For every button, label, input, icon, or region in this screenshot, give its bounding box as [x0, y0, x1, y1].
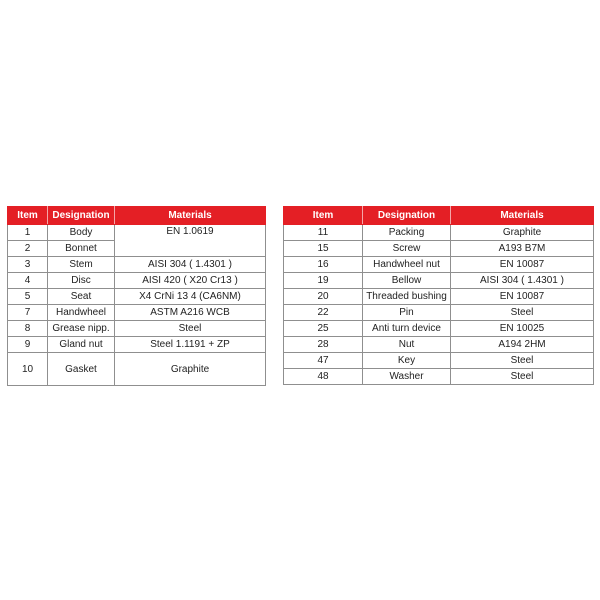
table-row	[284, 273, 594, 289]
material-cell: EN 10025	[451, 321, 594, 337]
designation-cell: Seat	[48, 289, 115, 305]
material-cell: AISI 420 ( X20 Cr13 )	[115, 273, 266, 289]
header-item: Item	[8, 207, 48, 225]
item-number: 47	[284, 353, 363, 369]
table-row	[284, 289, 594, 305]
item-number: 16	[284, 257, 363, 273]
table-row	[284, 353, 594, 369]
designation-cell: Bellow	[363, 273, 451, 289]
designation-cell: Gasket	[48, 353, 115, 386]
material-cell: Steel	[115, 321, 266, 337]
designation-cell: Body	[48, 225, 115, 241]
material-cell: A193 B7M	[451, 241, 594, 257]
material-cell: X4 CrNi 13 4 (CA6NM)	[115, 289, 266, 305]
material-cell: EN 1.0619	[115, 225, 266, 257]
item-number: 19	[284, 273, 363, 289]
item-number: 7	[8, 305, 48, 321]
table-row	[8, 337, 266, 353]
designation-cell: Gland nut	[48, 337, 115, 353]
designation-cell: Handwheel nut	[363, 257, 451, 273]
table-row	[284, 257, 594, 273]
designation-cell: Bonnet	[48, 241, 115, 257]
item-number: 28	[284, 337, 363, 353]
material-cell: AISI 304 ( 1.4301 )	[115, 257, 266, 273]
parts-table-right	[283, 206, 594, 385]
material-cell: Graphite	[115, 353, 266, 386]
designation-cell: Handwheel	[48, 305, 115, 321]
table-row	[284, 369, 594, 385]
material-cell: Steel	[451, 305, 594, 321]
designation-cell: Washer	[363, 369, 451, 385]
item-number: 4	[8, 273, 48, 289]
item-number: 5	[8, 289, 48, 305]
item-number: 2	[8, 241, 48, 257]
header-designation: Designation	[48, 207, 115, 225]
item-number: 22	[284, 305, 363, 321]
designation-cell: Disc	[48, 273, 115, 289]
designation-cell: Threaded bushing	[363, 289, 451, 305]
designation-cell: Screw	[363, 241, 451, 257]
item-number: 25	[284, 321, 363, 337]
item-number: 8	[8, 321, 48, 337]
table-row	[284, 241, 594, 257]
designation-cell: Nut	[363, 337, 451, 353]
table-row	[8, 289, 266, 305]
table-row	[284, 337, 594, 353]
table-row	[284, 321, 594, 337]
material-cell: A194 2HM	[451, 337, 594, 353]
item-number: 20	[284, 289, 363, 305]
material-cell: Steel	[451, 369, 594, 385]
table-row	[8, 305, 266, 321]
header-designation: Designation	[363, 207, 451, 225]
material-cell: Graphite	[451, 225, 594, 241]
item-number: 48	[284, 369, 363, 385]
item-number: 11	[284, 225, 363, 241]
material-cell: AISI 304 ( 1.4301 )	[451, 273, 594, 289]
table-row	[8, 257, 266, 273]
table-header-row	[284, 207, 594, 225]
table-row	[284, 305, 594, 321]
table-row	[8, 225, 266, 241]
material-cell: EN 10087	[451, 257, 594, 273]
table-row	[8, 321, 266, 337]
table-row	[284, 225, 594, 241]
item-number: 9	[8, 337, 48, 353]
material-cell: EN 10087	[451, 289, 594, 305]
table-header-row	[8, 207, 266, 225]
designation-cell: Anti turn device	[363, 321, 451, 337]
header-materials: Materials	[451, 207, 594, 225]
item-number: 1	[8, 225, 48, 241]
item-number: 10	[8, 353, 48, 386]
designation-cell: Packing	[363, 225, 451, 241]
designation-cell: Pin	[363, 305, 451, 321]
material-cell: ASTM A216 WCB	[115, 305, 266, 321]
item-number: 15	[284, 241, 363, 257]
header-materials: Materials	[115, 207, 266, 225]
material-cell: Steel 1.1191 + ZP	[115, 337, 266, 353]
parts-table-left	[7, 206, 266, 386]
table-row	[8, 273, 266, 289]
material-cell: Steel	[451, 353, 594, 369]
designation-cell: Grease nipp.	[48, 321, 115, 337]
item-number: 3	[8, 257, 48, 273]
designation-cell: Stem	[48, 257, 115, 273]
designation-cell: Key	[363, 353, 451, 369]
table-row	[8, 353, 266, 386]
header-item: Item	[284, 207, 363, 225]
